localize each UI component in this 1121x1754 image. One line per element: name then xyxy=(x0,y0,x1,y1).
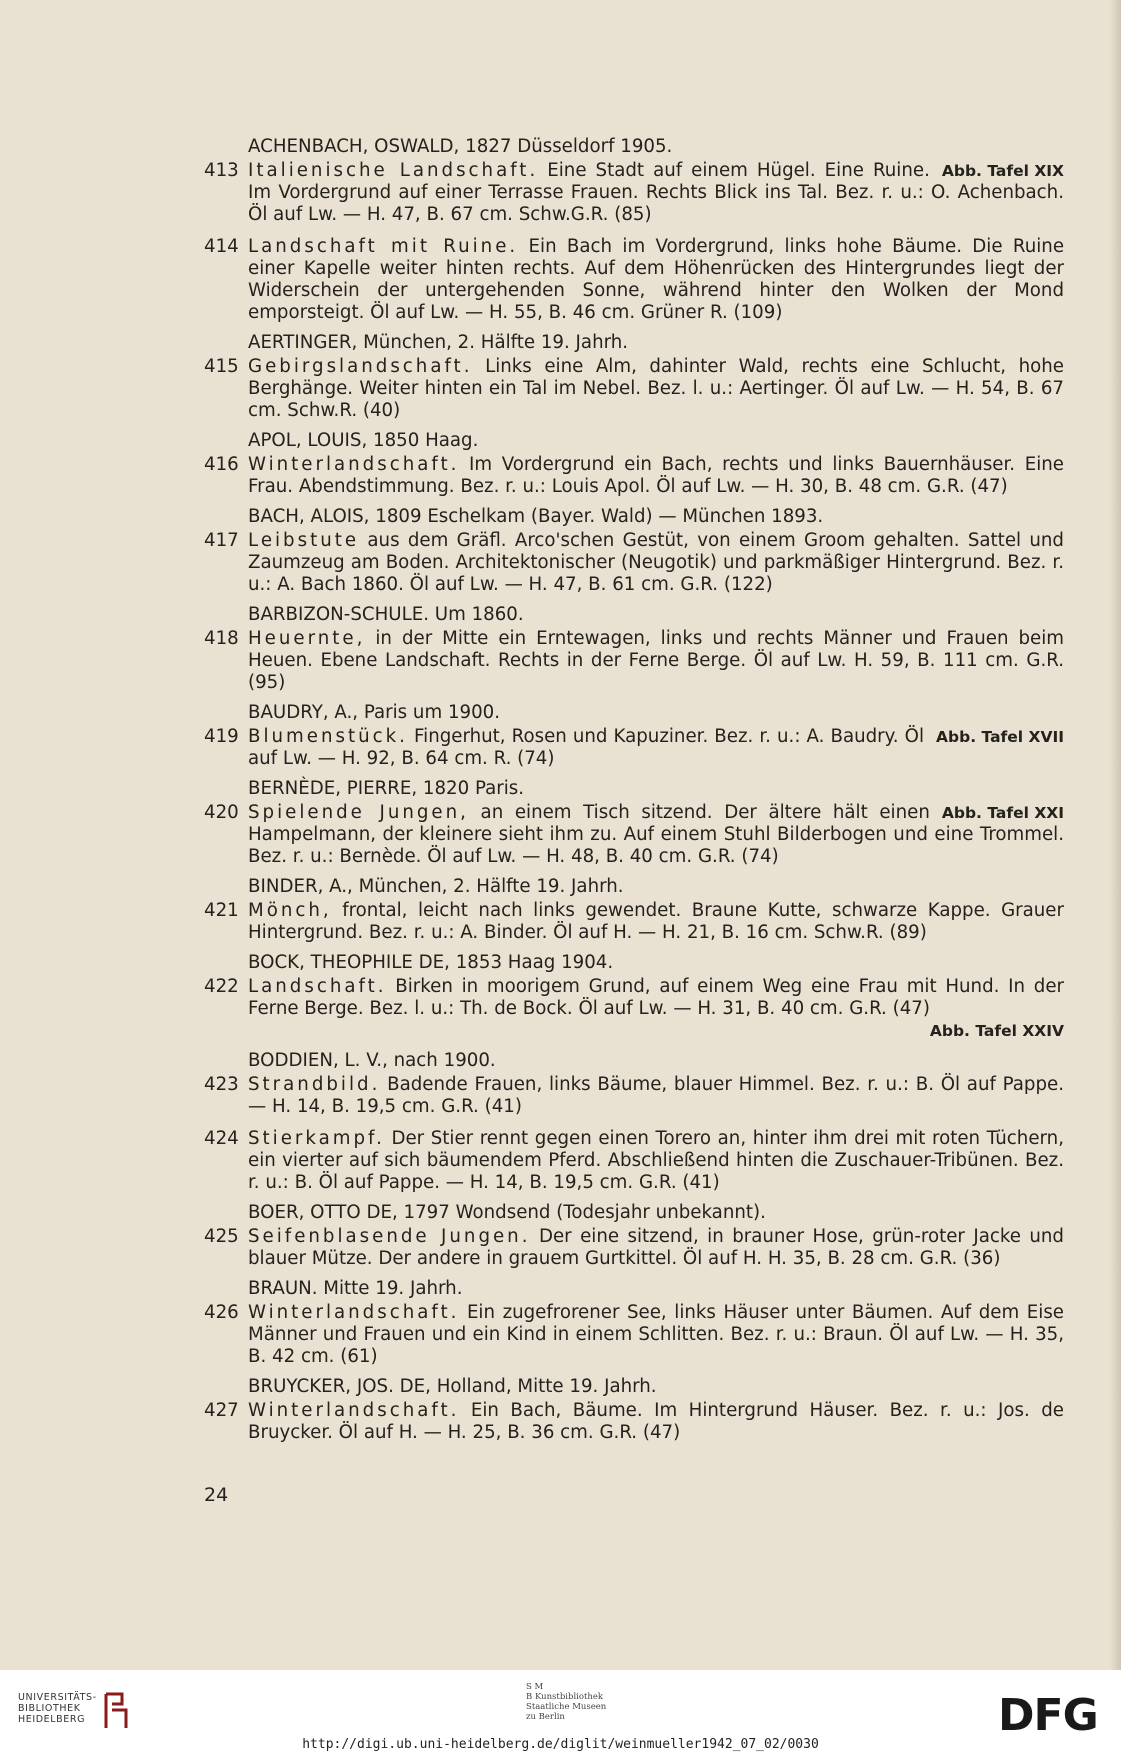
lot-number: 419 xyxy=(204,726,239,747)
catalog-entry xyxy=(204,160,1064,226)
catalog-entry xyxy=(204,726,1064,770)
artwork-title: Spielende Jungen, xyxy=(248,802,469,823)
artist-heading: AERTINGER, München, 2. Hälfte 19. Jahrh. xyxy=(248,332,629,353)
lot-number: 416 xyxy=(204,454,239,475)
artwork-title: Heuernte, xyxy=(248,628,366,649)
plate-reference: Abb. Tafel XVII xyxy=(936,728,1064,746)
artwork-description: Eine Stadt auf einem Hügel. Eine Ruine. Im Vordergrund auf einer Terrasse Frauen. Rechts Blick ins Tal. Bez. r. u.: O. Achenbach. Öl auf Lw. — H. 47, B. 67 cm. Schw.G.R. (85) xyxy=(248,160,1064,225)
catalog-entry xyxy=(204,1074,1064,1118)
lot-number: 418 xyxy=(204,628,239,649)
artist-heading: BODDIEN, L. V., nach 1900. xyxy=(248,1050,496,1071)
catalog-entry xyxy=(204,1128,1064,1194)
lot-number: 413 xyxy=(204,160,239,181)
artwork-description: Ein Bach im Vordergrund, links hohe Bäume. Die Ruine einer Kapelle weiter hinten rechts. Auf dem Höhenrücken des Hintergrundes liegt der Widerschein der untergehenden Sonne, während hinter den Wolken der Mond emporsteigt. Öl auf Lw. — H. 55, B. 46 cm. Grüner R. (109) xyxy=(248,236,1065,323)
lot-number: 417 xyxy=(204,530,239,551)
artwork-title: Landschaft mit Ruine. xyxy=(248,236,519,257)
viewer-footer xyxy=(0,1670,1121,1754)
catalog-entry xyxy=(204,976,1064,1020)
catalog-entry xyxy=(204,802,1064,868)
artist-heading: APOL, LOUIS, 1850 Haag. xyxy=(248,430,479,451)
artist-heading: BERNÈDE, PIERRE, 1820 Paris. xyxy=(248,778,525,799)
catalog-entry xyxy=(204,356,1064,422)
artwork-description: frontal, leicht nach links gewendet. Braune Kutte, schwarze Kappe. Grauer Hintergrund. Bez. r. u.: A. Binder. Öl auf H. — H. 21, B. 16 cm. Schw.R. (89) xyxy=(248,900,1064,943)
lot-number: 426 xyxy=(204,1302,239,1323)
artwork-title: Winterlandschaft. xyxy=(248,1400,460,1421)
artwork-description: Birken in moorigem Grund, auf einem Weg eine Frau mit Hund. In der Ferne Berge. Bez. l. u.: Th. de Bock. Öl auf Lw. — H. 31, B. 40 cm. G.R. (47) xyxy=(248,976,1064,1019)
artwork-title: Seifenblasende Jungen. xyxy=(248,1226,531,1247)
page-number: 24 xyxy=(204,1484,229,1506)
lot-number: 423 xyxy=(204,1074,239,1095)
catalog-text xyxy=(204,136,1064,1444)
catalog-entry xyxy=(204,454,1064,498)
artist-heading: BINDER, A., München, 2. Hälfte 19. Jahrh. xyxy=(248,876,624,897)
artwork-description: aus dem Gräfl. Arco'schen Gestüt, von einem Groom gehalten. Sattel und Zaumzeug am Boden. Architektonischer (Neugotik) und parkmäßiger Hintergrund. Bez. r. u.: A. Bach 1860. Öl auf Lw. — H. 47, B. 61 cm. G.R. (122) xyxy=(248,530,1064,595)
plate-reference: Abb. Tafel XIX xyxy=(941,162,1064,180)
catalog-entry xyxy=(204,1302,1064,1368)
artist-heading: BRAUN. Mitte 19. Jahrh. xyxy=(248,1278,463,1299)
artwork-description: Ein zugefrorener See, links Häuser unter Bäumen. Auf dem Eise Männer und Frauen und ein Kind in einem Schlitten. Bez. r. u.: Braun. Öl auf Lw. — H. 35, B. 42 cm. (61) xyxy=(248,1302,1064,1367)
library-emblem-icon xyxy=(100,1690,132,1732)
artist-heading: BAUDRY, A., Paris um 1900. xyxy=(248,702,501,723)
catalog-entry xyxy=(204,530,1064,596)
artwork-description: Der Stier rennt gegen einen Torero an, hinter ihm drei mit roten Tüchern, ein vierter auf sich bäumendem Pferd. Abschließend hinten die Zuschauer-Tribünen. Bez. r. u.: B. Öl auf Pappe. — H. 14, B. 19,5 cm. G.R. (41) xyxy=(248,1128,1064,1193)
artwork-description: Im Vordergrund ein Bach, rechts und links Bauernhäuser. Eine Frau. Abendstimmung. Bez. r. u.: Louis Apol. Öl auf Lw. — H. 30, B. 48 cm. G.R. (47) xyxy=(248,454,1064,497)
artist-heading: BRUYCKER, JOS. DE, Holland, Mitte 19. Jahrh. xyxy=(248,1376,657,1397)
artwork-description: Badende Frauen, links Bäume, blauer Himmel. Bez. r. u.: B. Öl auf Pappe. — H. 14, B. 19,5 cm. G.R. (41) xyxy=(248,1074,1064,1117)
artist-heading: BOER, OTTO DE, 1797 Wondsend (Todesjahr unbekannt). xyxy=(248,1202,766,1223)
lot-number: 421 xyxy=(204,900,239,921)
artwork-title: Landschaft. xyxy=(248,976,387,997)
artist-heading: BOCK, THEOPHILE DE, 1853 Haag 1904. xyxy=(248,952,614,973)
artwork-title: Leibstute xyxy=(248,530,360,551)
lot-number: 425 xyxy=(204,1226,239,1247)
catalog-entry xyxy=(204,900,1064,944)
artwork-description: Ein Bach, Bäume. Im Hintergrund Häuser. Bez. r. u.: Jos. de Bruycker. Öl auf H. — H. 25, B. 36 cm. G.R. (47) xyxy=(248,1400,1064,1443)
lot-number: 415 xyxy=(204,356,239,377)
artwork-description: in der Mitte ein Erntewagen, links und rechts Männer und Frauen beim Heuen. Ebene Landschaft. Rechts in der Ferne Berge. Öl auf Lw. H. 59, B. 111 cm. G.R. (95) xyxy=(248,628,1064,693)
university-library-logo[interactable]: UNIVERSITÄTS- BIBLIOTHEK HEIDELBERG xyxy=(18,1692,97,1725)
artwork-description: Der eine sitzend, in brauner Hose, grün-roter Jacke und blauer Mütze. Der andere in grauem Gurtkittel. Öl auf H. H. 35, B. 28 cm. G.R. (36) xyxy=(248,1226,1064,1269)
permalink-url[interactable]: http://digi.ub.uni-heidelberg.de/diglit/weinmueller1942_07_02/0030 xyxy=(302,1737,819,1752)
artwork-description: Fingerhut, Rosen und Kapuziner. Bez. r. u.: A. Baudry. Öl auf Lw. — H. 92, B. 64 cm. R. (74) xyxy=(248,726,925,769)
page-edge-shadow xyxy=(1109,0,1121,1670)
dfg-logo[interactable]: DFG xyxy=(998,1690,1098,1741)
kunstbibliothek-logo[interactable]: S M B Kunstbibliothek Staatliche Museen zu Berlin xyxy=(526,1682,607,1722)
catalog-entry xyxy=(204,1400,1064,1444)
catalog-entry xyxy=(204,1226,1064,1270)
artwork-title: Blumenstück. xyxy=(248,726,408,747)
artwork-title: Winterlandschaft. xyxy=(248,454,460,475)
artwork-title: Strandbild. xyxy=(248,1074,381,1095)
lot-number: 422 xyxy=(204,976,239,997)
artwork-title: Mönch, xyxy=(248,900,332,921)
artwork-title: Italienische Landschaft. xyxy=(248,160,539,181)
lot-number: 424 xyxy=(204,1128,239,1149)
lot-number: 420 xyxy=(204,802,239,823)
plate-reference: Abb. Tafel XXI xyxy=(941,804,1064,822)
artwork-title: Gebirgslandschaft. xyxy=(248,356,473,377)
catalog-entry xyxy=(204,236,1064,324)
lot-number: 414 xyxy=(204,236,239,257)
plate-reference: Abb. Tafel XXIV xyxy=(929,1022,1064,1040)
artwork-title: Winterlandschaft. xyxy=(248,1302,460,1323)
artwork-description: an einem Tisch sitzend. Der ältere hält einen Hampelmann, der kleinere sieht ihm zu. Auf einem Stuhl Bilderbogen und eine Trommel. Bez. r. u.: Bernède. Öl auf Lw. — H. 48, B. 40 cm. G.R. (74) xyxy=(248,802,1064,867)
catalog-entry xyxy=(204,628,1064,694)
artwork-title: Stierkampf. xyxy=(248,1128,385,1149)
artist-heading: BARBIZON-SCHULE. Um 1860. xyxy=(248,604,524,625)
artist-heading: ACHENBACH, OSWALD, 1827 Düsseldorf 1905. xyxy=(248,136,673,157)
artwork-description: Links eine Alm, dahinter Wald, rechts eine Schlucht, hohe Berghänge. Weiter hinten ein Tal im Nebel. Bez. l. u.: Aertinger. Öl auf Lw. — H. 54, B. 67 cm. Schw.R. (40) xyxy=(248,356,1064,421)
lot-number: 427 xyxy=(204,1400,239,1421)
artist-heading: BACH, ALOIS, 1809 Eschelkam (Bayer. Wald) — München 1893. xyxy=(248,506,824,527)
